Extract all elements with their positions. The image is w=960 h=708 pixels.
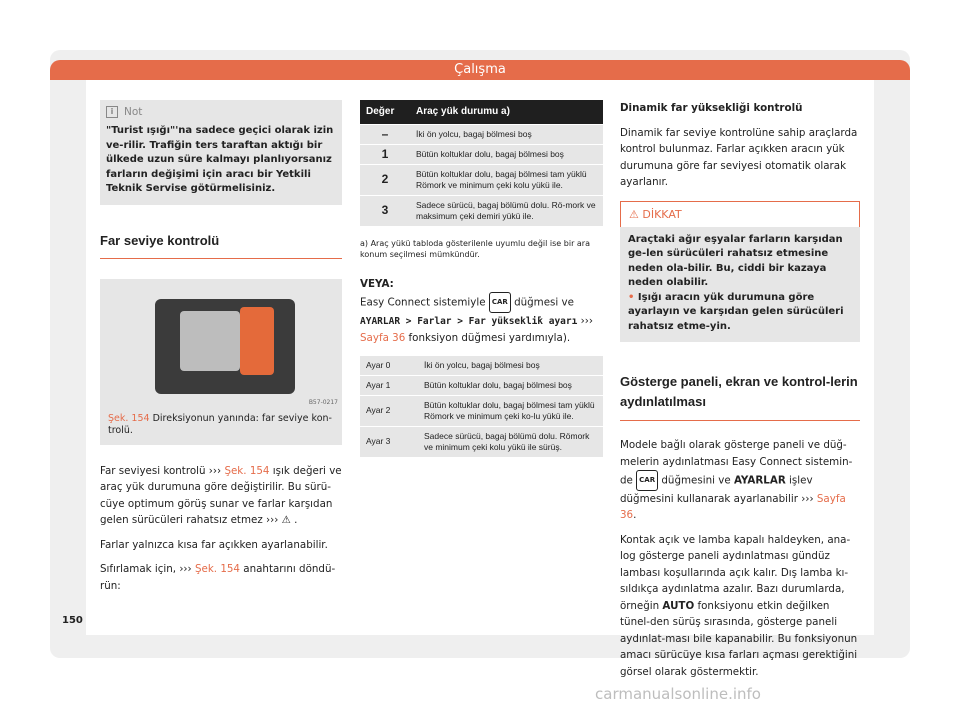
- warning-box: [620, 201, 860, 343]
- table-row: 3 Sadece sürücü, bagaj bölümü dolu. Rö-mork ve maksimum çeki demiri yükü ile.: [360, 195, 603, 226]
- page-number: 150: [62, 615, 83, 626]
- warning-label: DİKKAT: [642, 207, 682, 221]
- section-title-headlight-level: Far seviye kontrolü: [100, 233, 342, 259]
- paragraph-3: Sıfırlamak için, ››› Şek. 154 anahtarını döndü-rün:: [100, 563, 336, 592]
- page-link[interactable]: Sayfa 36: [360, 332, 406, 344]
- table-row: Ayar 2 Bütün koltuklar dolu, bagaj bölmesi tam yüklü Römork ve minimum çeki ko-lu yükü ile.: [360, 395, 603, 426]
- figure-link[interactable]: Şek. 154: [194, 563, 240, 575]
- figure-link[interactable]: Şek. 154: [224, 464, 270, 477]
- column-1: [100, 100, 342, 602]
- column-3: [620, 100, 860, 688]
- paragraph-2: Farlar yalnızca kısa far açıkken ayarlanabilir.: [100, 538, 328, 551]
- note-label: Not: [124, 106, 143, 118]
- page-link[interactable]: Sayfa 36: [620, 492, 846, 521]
- warning-text-1: Araçtaki ağır eşyalar farların karşıdan ge-len sürücüleri rahatsız etmesine neden ola-bilir. Bu, ciddi bir kazaya neden olabilir.: [628, 233, 843, 288]
- dynamic-text: Dinamik far seviye kontrolüne sahip araçlarda kontrol bulunmaz. Farlar açıkken aracın yük durumuna göre far seviyesi otomatik olarak ayarlanır.: [620, 126, 858, 188]
- section-header: Çalışma: [50, 60, 910, 80]
- veya-paragraph: VEYA: Easy Connect sistemiyle CAR düğmesi ve AYARLAR > Farlar > Far yüksekli̇k ayarı ››› Sayfa 36 fonksiyon düğmesi yardımıyla).: [360, 277, 593, 344]
- auto-label: AUTO: [662, 599, 695, 612]
- bullet-icon: •: [628, 291, 635, 303]
- table-row: Ayar 1 Bütün koltuklar dolu, bagaj bölmesi boş: [360, 375, 603, 395]
- menu-path: AYARLAR > Farlar > Far yüksekli̇k ayarı: [360, 315, 578, 327]
- load-table: Değer Araç yük durumu a) – İki ön yolcu, bagaj bölmesi boş 1 Bütün koltuklar dolu, bagaj bölmesi boş 2 Bütün koltuklar dolu, bagaj bölmesi tam yüklü Römork ve minimum çeki kolu yükü ile. 3 Sadece sürücü, bagaj bölümü dolu. Rö-mork ve maksimum çeki demiri yükü ile.: [360, 100, 603, 226]
- dynamic-title: Dinamik far yüksekliği kontrolü: [620, 102, 803, 114]
- watermark: carmanualsonline.info: [595, 685, 761, 703]
- car-button-icon: CAR: [636, 470, 658, 491]
- warning-text-2: Işığı aracın yük durumuna göre ayarlayın ve karşıdan gelen sürücüleri rahatsız etme-yin.: [628, 291, 844, 332]
- warning-icon: ⚠: [629, 207, 639, 221]
- car-button-icon: CAR: [489, 292, 511, 313]
- column-2: [360, 100, 603, 457]
- note-text: "Turist ışığı"'na sadece geçici olarak izin ve-rilir. Trafiğin ters taraftan aktığı bir ülkede uzun süre kalmayı planlıyorsanız farların değişimi için aracı bir Yetkili Teknik Servise götürmelisiniz.: [106, 125, 334, 194]
- light-switch-image: [180, 311, 240, 371]
- paragraph-1: Far seviyesi kontrolü ››› Şek. 154 ışık değeri ve araç yük durumuna göre değiştirilir. Bu sürü-cüye optimum görüş sunar ve farlar karşıdan gelen sürücüleri rahatsız etmez ››› ⚠ .: [100, 464, 342, 526]
- footnote: a) Araç yükü tabloda gösterilenle uyumlu değil ise bir ara konum seçilmesi mümkündür.: [360, 238, 590, 259]
- figure-caption: Şek. 154 Direksiyonun yanında: far seviye kon-trolü.: [100, 409, 342, 445]
- table-row: 1 Bütün koltuklar dolu, bagaj bölmesi boş: [360, 144, 603, 164]
- paragraph-5: Kontak açık ve lamba kapalı haldeyken, ana-log gösterge paneli aydınlatması gündüz lambası koşullarında açık kalır. Dış lamba kı-sıldıkça aydınlatma azalır. Bazı durumlarda, örneğin AUTO fonksiyonu etkin değilken tünel-den sürüş sırasında, gösterge paneli aydınlat-ması bile kapanabilir. Bu fonksiyonun amacı sürücüye kısa farları açması gerektiğini görsel olarak göstermektir.: [620, 533, 858, 678]
- section-title-illumination: Gösterge paneli, ekran ve kontrol-lerin aydınlatılması: [620, 372, 860, 421]
- paragraph-4: Modele bağlı olarak gösterge paneli ve düğ-melerin aydınlatması Easy Connect sistemin-de CAR düğmesini ve AYARLAR işlev düğmesini kullanarak ayarlanabilir ››› Sayfa 36.: [620, 439, 853, 521]
- table-row: – İki ön yolcu, bagaj bölmesi boş: [360, 124, 603, 144]
- figure-code: B57-0217: [308, 398, 338, 406]
- headlight-range-dial-image: [240, 307, 274, 375]
- note-box: [100, 100, 342, 205]
- figure-headlight-switch: [100, 279, 342, 409]
- info-icon: i: [106, 106, 118, 118]
- table-row: 2 Bütün koltuklar dolu, bagaj bölmesi tam yüklü Römork ve minimum çeki kolu yükü ile.: [360, 164, 603, 195]
- table-row: Ayar 0 İki ön yolcu, bagaj bölmesi boş: [360, 355, 603, 375]
- settings-table: [360, 355, 603, 457]
- table-row: Ayar 3 Sadece sürücü, bagaj bölümü dolu. Römork ve minimum çeki kolu yükü ile sürüş.: [360, 426, 603, 457]
